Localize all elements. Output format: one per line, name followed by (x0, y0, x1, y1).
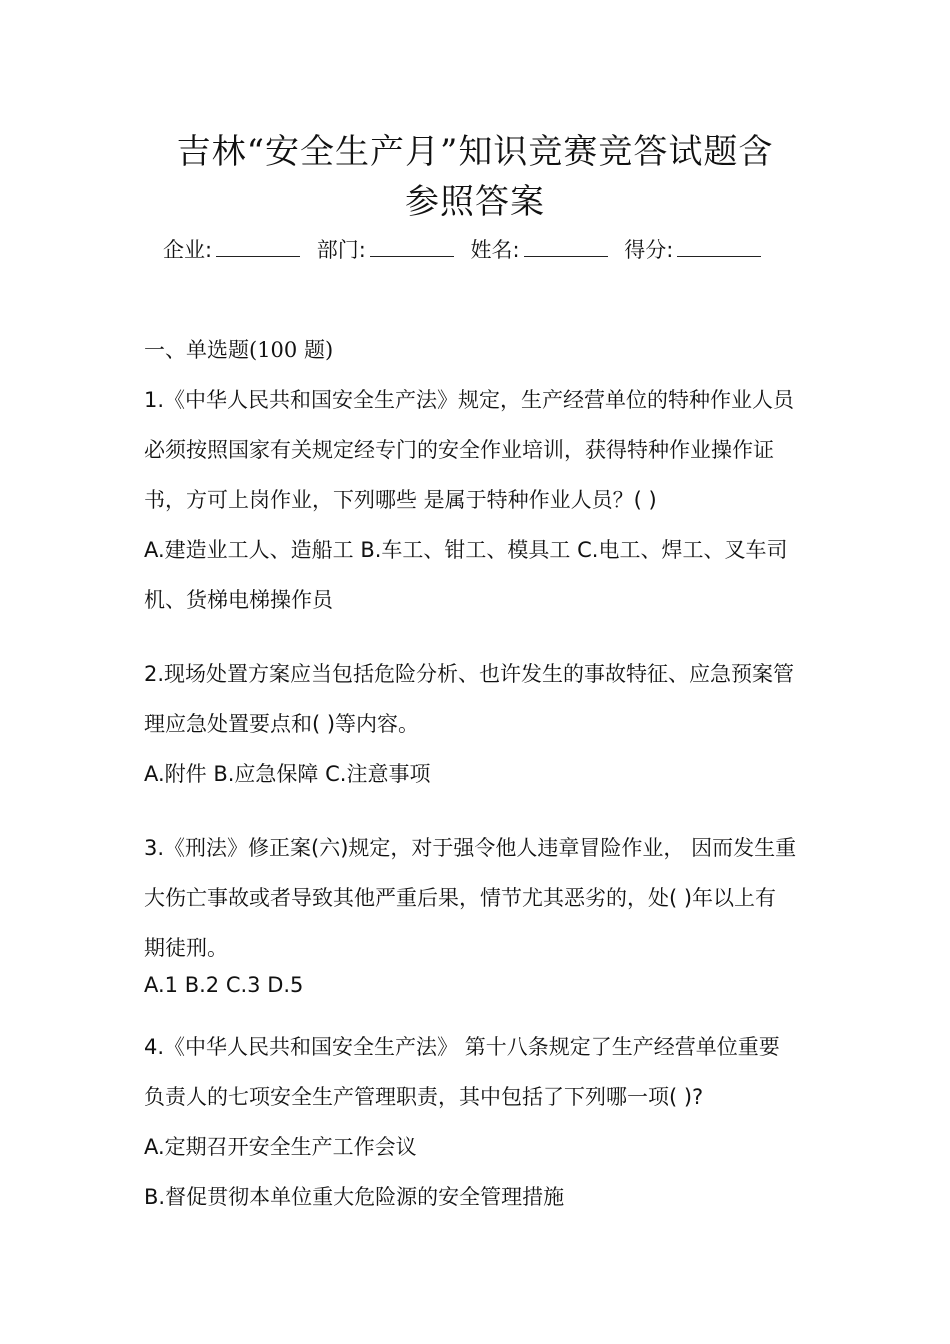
document-title-line-2: 参照答案 (405, 182, 545, 222)
question-3-line-1: 3.《刑法》修正案(六)规定，对于强令他人违章冒险作业， 因而发生重 (144, 836, 797, 860)
name-label: 姓名: (470, 238, 520, 262)
section-heading: 一、单选题(100 题) (144, 338, 334, 362)
name-blank (524, 236, 608, 257)
department-label: 部门: (316, 238, 366, 262)
question-1-options-line-2: 机、货梯电梯操作员 (144, 588, 333, 612)
department-blank (370, 236, 454, 257)
question-1-line-2: 必须按照国家有关规定经专门的安全作业培训，获得特种作业操作证 (144, 438, 774, 462)
score-label: 得分: (624, 238, 674, 262)
question-1-options-line-1: A.建造业工人、造船工 B.车工、钳工、模具工 C.电工、焊工、叉车司 (144, 538, 788, 562)
question-3-line-2: 大伤亡事故或者导致其他严重后果，情节尤其恶劣的，处( )年以上有 (144, 886, 777, 910)
company-label: 企业: (163, 238, 213, 262)
question-3-line-3: 期徒刑。 (144, 936, 228, 960)
question-2-line-2: 理应急处置要点和( )等内容。 (144, 712, 420, 736)
question-2-line-1: 2.现场处置方案应当包括危险分析、也许发生的事故特征、应急预案管 (144, 662, 795, 686)
question-1-line-3: 书，方可上岗作业，下列哪些 是属于特种作业人员？( ) (144, 488, 657, 512)
company-blank (216, 236, 300, 257)
question-2-options-line-1: A.附件 B.应急保障 C.注意事项 (144, 762, 431, 786)
question-4-options-line-1: A.定期召开安全生产工作会议 (144, 1135, 417, 1159)
score-blank (677, 236, 761, 257)
question-4-options-line-2: B.督促贯彻本单位重大危险源的安全管理措施 (144, 1185, 565, 1209)
question-1-line-1: 1.《中华人民共和国安全生产法》规定，生产经营单位的特种作业人员 (144, 388, 795, 412)
question-4-line-2: 负责人的七项安全生产管理职责，其中包括了下列哪一项( )? (144, 1085, 704, 1109)
question-4-line-1: 4.《中华人民共和国安全生产法》 第十八条规定了生产经营单位重要 (144, 1035, 780, 1059)
question-3-options-line-1: A.1 B.2 C.3 D.5 (144, 973, 304, 997)
document-title-line-1: 吉林“安全生产月”知识竞赛竞答试题含 (176, 132, 774, 172)
info-row (163, 234, 803, 266)
